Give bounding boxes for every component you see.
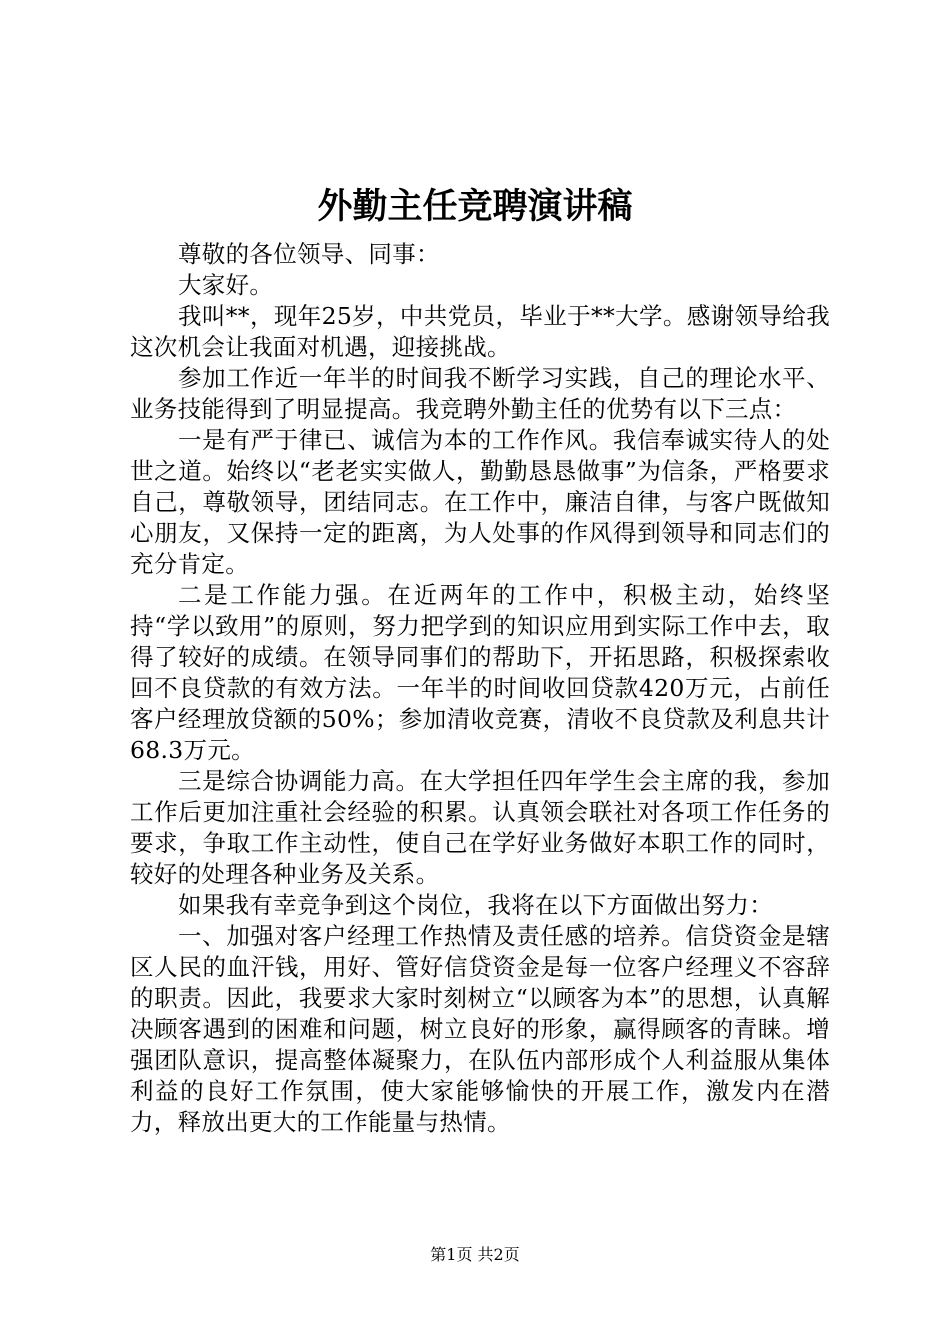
introduction-paragraph: 我叫**，现年25岁，中共党员，毕业于**大学。感谢领导给我这次机会让我面对机遇，迎接挑战。 bbox=[130, 302, 830, 361]
document-body bbox=[130, 239, 830, 1138]
greeting-paragraph: 大家好。 bbox=[178, 271, 274, 299]
document-title: 外勤主任竞聘演讲稿 bbox=[317, 186, 633, 227]
advantage-two-paragraph: 二是工作能力强。在近两年的工作中，积极主动，始终坚持“学以致用”的原则，努力把学到的知识应用到实际工作中去，取得了较好的成绩。在领导同事们的帮助下，开拓思路，积极探索收回不良贷款的有效方法。一年半的时间收回贷款420万元，占前任客户经理放贷额的50%；参加清收竞赛，清收不良贷款及利息共计68.3万元。 bbox=[130, 581, 830, 764]
advantages-intro-paragraph: 参加工作近一年半的时间我不断学习实践，自己的理论水平、业务技能得到了明显提高。我竞聘外勤主任的优势有以下三点： bbox=[130, 364, 830, 423]
advantage-one-paragraph: 一是有严于律已、诚信为本的工作作风。我信奉诚实待人的处世之道。始终以“老老实实做人，勤勤恳恳做事”为信条，严格要求自己，尊敬领导，团结同志。在工作中，廉洁自律，与客户既做知心朋友，又保持一定的距离，为人处事的作风得到领导和同志们的充分肯定。 bbox=[130, 426, 830, 578]
advantage-three-paragraph: 三是综合协调能力高。在大学担任四年学生会主席的我，参加工作后更加注重社会经验的积累。认真领会联社对各项工作任务的要求，争取工作主动性，使自己在学好业务做好本职工作的同时，较好的处理各种业务及关系。 bbox=[130, 767, 830, 888]
plans-intro-paragraph: 如果我有幸竞争到这个岗位，我将在以下方面做出努力： bbox=[178, 891, 773, 919]
page-footer: 第1页 共2页 bbox=[430, 1245, 520, 1264]
salutation-paragraph: 尊敬的各位领导、同事： bbox=[178, 240, 440, 268]
plan-one-paragraph: 一、加强对客户经理工作热情及责任感的培养。信贷资金是辖区人民的血汗钱，用好、管好信贷资金是每一位客户经理义不容辞的职责。因此，我要求大家时刻树立“以顾客为本”的思想，认真解决顾客遇到的困难和问题，树立良好的形象，赢得顾客的青睐。增强团队意识，提高整体凝聚力，在队伍内部形成个人利益服从集体利益的良好工作氛围，使大家能够愉快的开展工作，激发内在潜力，释放出更大的工作能量与热情。 bbox=[130, 922, 830, 1136]
